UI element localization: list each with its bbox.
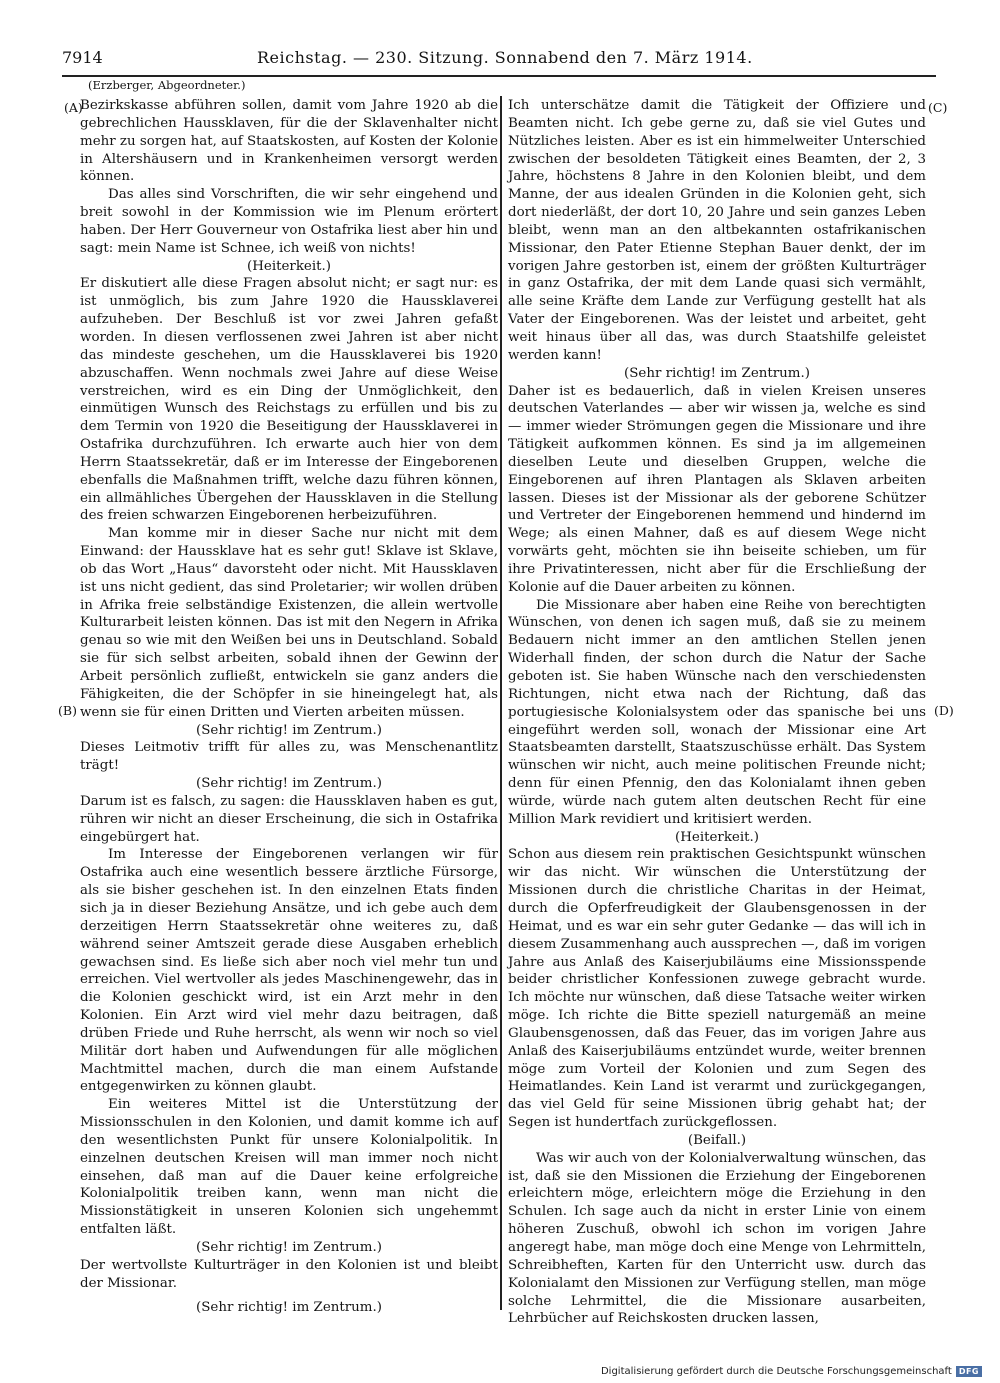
footer-credit: Digitalisierung gefördert durch die Deutsche Forschungsgemeinschaft [600,1366,952,1377]
right-column [508,97,926,1328]
paragraph: Das alles sind Vorschriften, die wir sehr eingehend und breit sowohl in der Kommission wie im Plenum erörtert haben. Der Herr Gouverneur von Ostafrika liest aber hin und sagt: mein Name ist Schnee, ich weiß von nichts! [80,187,498,256]
left-column [80,97,498,1316]
paragraph: Daher ist es bedauerlich, daß in vielen Kreisen unseres deutschen Vaterlandes — aber wir wissen ja, welche es sind — immer wieder Strömungen gegen die Missionare und ihre Tätigkeit aufkommen können. Es sind ja im allgemeinen dieselben Leute und dieselben Gruppen, welche die Eingeborenen auf ihren Plantagen als Sklaven arbeiten lassen. Dieses ist der Missionar als der geborene Schützer und Vertreter der Eingeborenen hemmend und hindernd im Wege; als einen Mahner, daß es auf diesem Wege nicht vorwärts geht, möchten sie ihn beiseite schieben, um für ihre Privatinteressen, nicht aber für die Erschließung der Kolonie auf die Dauer arbeiten zu können. [508,383,926,595]
reaction-line: (Beifall.) [687,1132,747,1148]
paragraph: Man komme mir in dieser Sache nur nicht mit dem Einwand: der Haussklave hat es sehr gut! Sklave ist Sklave, ob das Wort „Haus“ davorsteht oder nicht. Mit Haussklaven ist uns nicht gedient, das sind Proletarier; wir wollen drüben in Afrika freie selbständige Existenzen, die allein wertvolle Kulturarbeit leisten können. Das ist mit den Negern in Afrika genau so wie mit den Weißen bei uns in Deutschland. Sobald sie für sich selbst arbeiten, sobald ihnen der Gewinn der Arbeit persönlich zufließt, entwickeln sie ganz anders die Fähigkeiten, die der Schöpfer in sie hineingelegt hat, als wenn sie für einen Dritten und Vierten arbeiten müssen. [80,526,498,720]
dfg-logo: DFG [956,1366,982,1377]
paragraph: Darum ist es falsch, zu sagen: die Haussklaven haben es gut, rühren wir nicht an dieser Erscheinung, die sich in Ostafrika eingebürgert hat. [80,793,498,845]
paragraph: Ein weiteres Mittel ist die Unterstützung der Missionsschulen in den Kolonien, und damit komme ich auf den wesentlichsten Punkt für unsere Kolonialpolitik. In einzelnen deutschen Kreisen will man immer noch nicht einsehen, daß man auf die Dauer keine erfolgreiche Kolonialpolitik treiben kann, wenn man nicht die Missionstätigkeit in unseren Kolonien sich ungehemmt entfalten läßt. [80,1097,498,1238]
paragraph: Dieses Leitmotiv trifft für alles zu, was Menschenantlitz trägt! [80,740,498,774]
reaction-line: (Sehr richtig! im Zentrum.) [196,1299,382,1315]
paragraph: Ich unterschätze damit die Tätigkeit der Offiziere und Beamten nicht. Ich gebe gerne zu, daß sie viel Gutes und Nützliches leisten. Aber es ist ein himmelweiter Unterschied zwischen der besoldeten Tätigkeit eines Beamten, der 2, 3 Jahre, höchstens 8 Jahre in den Kolonien bleibt, und dem Manne, der aus idealen Gründen in die Kolonien geht, sich dort niederläßt, der dort 10, 20 Jahre und sein ganzes Leben bleibt, wenn man an den altbekannten ostafrikanischen Missionar, den Pater Etienne Stephan Bauer denkt, der im vorigen Jahre gestorben ist, einem der größten Kulturträger in ganz Ostafrika, der mit dem Lande quasi sich vermählt, alle seine Kräfte dem Lande zur Verfügung gestellt hat als Vater der Eingeborenen. Was der leistet und arbeitet, geht weit hinaus über all das, was durch Staatshilfe geleistet werden kann! [508,98,926,363]
reaction-line: (Sehr richtig! im Zentrum.) [624,365,810,381]
header-rule [62,75,936,77]
reaction-line: (Sehr richtig! im Zentrum.) [196,722,382,738]
paragraph: Was wir auch von der Kolonialverwaltung wünschen, das ist, daß sie den Missionen die Erziehung der Eingeborenen erleichtern möge, erleichtern möge die Erziehung in den Schulen. Ich sage auch da nicht in erster Linie von einem höheren Zuschuß, obwohl ich schon im vorigen Jahre angeregt habe, man möge doch eine Menge von Lehrmitteln, Schreibheften, Karten für den Unterricht usw. durch das Kolonialamt den Missionen zur Verfügung stellen, man möge solche Lehrmittel, die die Missionare ausarbeiten, Lehrbücher auf Reichskosten drucken lassen, [508,1150,926,1327]
paragraph: Er diskutiert alle diese Fragen absolut nicht; er sagt nur: es ist unmöglich, bis zum Jahre 1920 die Haussklaverei aufzuheben. Der Beschluß ist vor zwei Jahren gefaßt worden. In diesen verflossenen zwei Jahren ist aber nicht das mindeste geschehen, um die Haussklaverei bis 1920 abzuschaffen. Wenn nochmals zwei Jahre auf diese Weise verstreichen, wird es ein Ding der Unmöglichkeit, den einmütigen Wunsch des Reichstags zu erfüllen und bis zu dem Termin von 1920 die Beseitigung der Haussklaverei in Ostafrika durchzuführen. Ich erwarte auch hier von dem Herrn Staatssekretär, daß er im Interesse der Eingeborenen ebenfalls die Maßnahmen trifft, welche dazu führen können, ein allmähliches Übergehen der Haussklaven in die Stellung des freien schwarzen Eingeborenen herbeizuführen. [80,276,498,524]
reaction-line: (Heiterkeit.) [675,829,759,845]
margin-mark-d: (D) [934,703,954,718]
page-header [62,48,934,72]
paragraph: Im Interesse der Eingeborenen verlangen wir für Ostafrika auch eine wesentlich bessere ärztliche Fürsorge, als sie bisher geschehen ist. In den einzelnen Etats finden sich ja in dieser Beziehung Ansätze, und ich gebe auch dem derzeitigen Herrn Staatssekretär ohne weiteres zu, daß während seiner Amtszeit gerade diese Ausgaben erheblich gewachsen sind. Es ließe sich aber noch viel mehr tun und erreichen. Viel wertvoller als jedes Maschinengewehr, das in die Kolonien geschickt wird, ist ein Arzt mehr in den Kolonien. Ein Arzt wird viel mehr dazu beitragen, daß drüben Friede und Ruhe herrscht, als wenn wir noch so viel Militär dort haben und Aufwendungen für alle möglichen Machtmittel machen, durch die man einem Aufstande entgegenwirken zu können glaubt. [80,847,498,1095]
running-title: Reichstag. — 230. Sitzung. Sonnabend den 7. März 1914. [257,48,753,67]
margin-mark-c: (C) [928,100,948,115]
margin-mark-a: (A) [64,100,83,115]
margin-mark-b: (B) [58,703,77,718]
speaker-label: (Erzberger, Abgeordneter.) [88,78,246,92]
page-number: 7914 [62,48,103,67]
footer [601,1366,982,1377]
paragraph: Schon aus diesem rein praktischen Gesichtspunkt wünschen wir das nicht. Wir wünschen die Unterstützung der Missionen durch die christliche Charitas in der Heimat, durch die Opferfreudigkeit der Glaubensgenossen in der Heimat, und es war ein sehr guter Gedanke — das will ich in diesem Zusammenhang auch aussprechen —, daß im vorigen Jahre aus Anlaß des Kaiserjubiläums eine Missionsspende beider christlicher Konfessionen zuwege gebracht wurde. Ich möchte nur wünschen, daß diese Tatsache weiter wirken möge. Ich richte die Bitte speziell naturgemäß an meine Glaubensgenossen, daß das Feuer, das im vorigen Jahre aus Anlaß des Kaiserjubiläums entzündet wurde, weiter brennen möge zum Vorteil der Kolonien und zum Segen des Heimatlandes. Kein Land ist verarmt und zurückgegangen, das viel Geld für seine Missionen übrig gehabt hat; der Segen ist hundertfach zurückgeflossen. [508,847,926,1131]
reaction-line: (Sehr richtig! im Zentrum.) [196,1240,382,1255]
paragraph: Die Missionare aber haben eine Reihe von berechtigten Wünschen, von denen ich sagen muß, daß sie zu meinem Bedauern nicht immer an den amtlichen Stellen jenen Widerhall finden, der schon durch die Natur der Sache geboten ist. Sie haben Wünsche nach den verschiedensten Richtungen, nicht etwa nach der Richtung, daß das portugiesische Kolonialsystem oder das spanische bei uns eingeführt werden soll, wonach der Missionar eine Art Staatsbeamten darstellt, Staatszuschüsse erhält. Das System wünschen wir nicht, auch meine politischen Freunde nicht; denn für einen Pfennig, den das Kolonialamt ihnen geben würde, würde nach gutem alten deutschen Recht für eine Million Mark revidiert und kritisiert werden. [508,597,926,827]
reaction-line: (Sehr richtig! im Zentrum.) [196,776,382,792]
column-divider [500,96,502,1310]
paragraph: Bezirkskasse abführen sollen, damit vom Jahre 1920 ab die gebrechlichen Haussklaven, für die der Sklavenhalter nicht mehr zu sorgen hat, auf Staatskosten, auf Kosten der Kolonie in Altershäusern und in Krankenheimen versorgt werden können. [80,98,498,185]
paragraph: Der wertvollste Kulturträger in den Kolonien ist und bleibt der Missionar. [80,1257,498,1291]
reaction-line: (Heiterkeit.) [247,258,331,274]
